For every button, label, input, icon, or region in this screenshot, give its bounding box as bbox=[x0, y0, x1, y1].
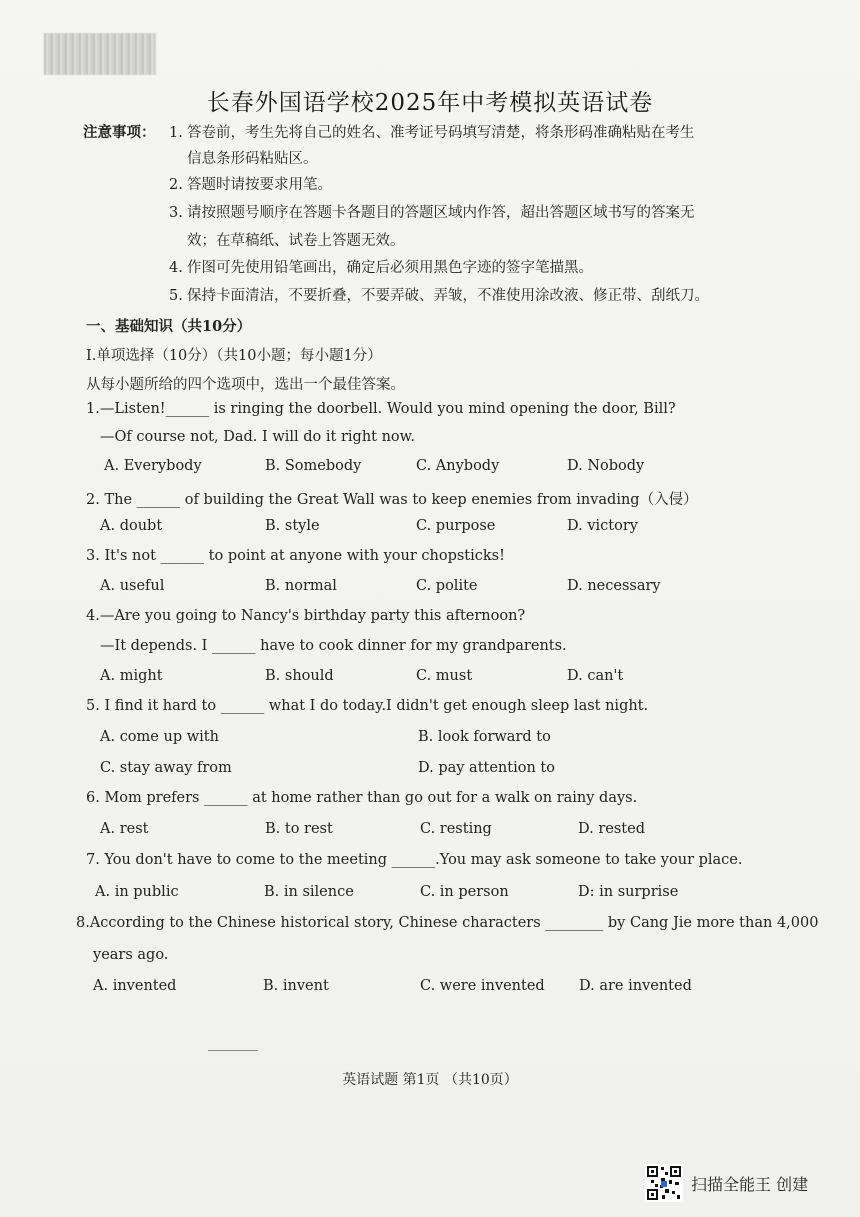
question-7-option-d[interactable]: D: in surprise bbox=[578, 884, 679, 900]
notice-item-3-cont: 效；在草稿纸、试卷上答题无效。 bbox=[187, 233, 405, 249]
question-6-stem: 6. Mom prefers ______ at home rather than go out for a walk on rainy days. bbox=[86, 790, 638, 806]
question-6-option-a[interactable]: A. rest bbox=[100, 821, 149, 837]
notice-item-3: 3. 请按照题号顺序在答题卡各题目的答题区域内作答，超出答题区域书写的答案无 bbox=[169, 205, 695, 221]
question-4-stem-2: —It depends. I ______ have to cook dinner for my grandparents. bbox=[100, 638, 567, 654]
notice-item-1-cont: 信息条形码粘贴区。 bbox=[187, 151, 318, 167]
question-8-option-b[interactable]: B. invent bbox=[263, 978, 329, 994]
question-1-option-c[interactable]: C. Anybody bbox=[416, 458, 500, 474]
question-7-option-c[interactable]: C. in person bbox=[420, 884, 509, 900]
question-3-stem: 3. It's not ______ to point at anyone with your chopsticks! bbox=[86, 548, 505, 564]
question-2-option-c[interactable]: C. purpose bbox=[416, 518, 496, 534]
notice-item-1: 1. 答卷前，考生先将自己的姓名、准考证号码填写清楚，将条形码准确粘贴在考生 bbox=[169, 125, 695, 141]
question-2-option-b[interactable]: B. style bbox=[265, 518, 320, 534]
notice-heading: 注意事项： bbox=[83, 124, 156, 141]
question-6-option-c[interactable]: C. resting bbox=[420, 821, 492, 837]
question-1-stem: 1.—Listen!______ is ringing the doorbell. Would you mind opening the door, Bill? bbox=[86, 401, 676, 417]
notice-item-5: 5. 保持卡面清洁，不要折叠，不要弄破、弄皱，不准使用涂改液、修正带、刮纸刀。 bbox=[169, 288, 709, 304]
question-4-option-d[interactable]: D. can't bbox=[567, 668, 624, 684]
divider-mark bbox=[208, 1050, 258, 1051]
question-8-option-a[interactable]: A. invented bbox=[93, 978, 177, 994]
question-7-option-a[interactable]: A. in public bbox=[95, 884, 179, 900]
question-3-option-b[interactable]: B. normal bbox=[265, 578, 337, 594]
question-5-stem: 5. I find it hard to ______ what I do today.I didn't get enough sleep last night. bbox=[86, 698, 649, 714]
question-7-stem: 7. You don't have to come to the meeting ______.You may ask someone to take your place. bbox=[86, 852, 743, 868]
question-6-option-b[interactable]: B. to rest bbox=[265, 821, 333, 837]
notice-item-4: 4. 作图可先使用铅笔画出，确定后必须用黑色字迹的签字笔描黑。 bbox=[169, 260, 593, 276]
question-5-option-d[interactable]: D. pay attention to bbox=[418, 760, 555, 776]
question-3-option-d[interactable]: D. necessary bbox=[567, 578, 661, 594]
question-8-stem: 8.According to the Chinese historical story, Chinese characters ________ by Cang Jie more than 4,000 bbox=[76, 915, 819, 931]
question-4-option-b[interactable]: B. should bbox=[265, 668, 334, 684]
part-heading: Ⅰ.单项选择（10分）（共10小题；每小题1分） bbox=[86, 348, 382, 364]
question-1-option-d[interactable]: D. Nobody bbox=[567, 458, 645, 474]
question-8-stem-2: years ago. bbox=[93, 947, 169, 963]
question-4-option-a[interactable]: A. might bbox=[100, 668, 163, 684]
question-3-option-c[interactable]: C. polite bbox=[416, 578, 478, 594]
instruction-text: 从每小题所给的四个选项中，选出一个最佳答案。 bbox=[86, 377, 405, 393]
scanner-watermark bbox=[645, 1164, 808, 1202]
question-2-option-a[interactable]: A. doubt bbox=[100, 518, 163, 534]
question-1-option-a[interactable]: A. Everybody bbox=[104, 458, 202, 474]
question-7-option-b[interactable]: B. in silence bbox=[264, 884, 354, 900]
exam-title: 长春外国语学校2025年中考模拟英语试卷 bbox=[206, 90, 654, 116]
notice-item-2: 2. 答题时请按要求用笔。 bbox=[169, 177, 332, 193]
question-5-option-a[interactable]: A. come up with bbox=[100, 729, 219, 745]
question-1-stem-2: —Of course not, Dad. I will do it right now. bbox=[100, 429, 415, 445]
question-2-stem: 2. The ______ of building the Great Wall was to keep enemies from invading（入侵） bbox=[86, 492, 698, 508]
question-8-option-c[interactable]: C. were invented bbox=[420, 978, 545, 994]
qr-code-icon bbox=[645, 1164, 683, 1202]
question-4-option-c[interactable]: C. must bbox=[416, 668, 473, 684]
question-5-option-b[interactable]: B. look forward to bbox=[418, 729, 551, 745]
question-4-stem: 4.—Are you going to Nancy's birthday party this afternoon? bbox=[86, 608, 526, 624]
section-heading: 一、基础知识（共10分） bbox=[86, 318, 252, 335]
question-3-option-a[interactable]: A. useful bbox=[100, 578, 165, 594]
question-8-option-d[interactable]: D. are invented bbox=[579, 978, 692, 994]
question-6-option-d[interactable]: D. rested bbox=[578, 821, 645, 837]
question-2-option-d[interactable]: D. victory bbox=[567, 518, 638, 534]
header-stamp-logo bbox=[44, 33, 156, 75]
question-1-option-b[interactable]: B. Somebody bbox=[265, 458, 362, 474]
question-5-option-c[interactable]: C. stay away from bbox=[100, 760, 232, 776]
page-footer: 英语试题 第1页 （共10页） bbox=[342, 1072, 518, 1088]
scanner-label: 扫描全能王 创建 bbox=[691, 1174, 809, 1194]
